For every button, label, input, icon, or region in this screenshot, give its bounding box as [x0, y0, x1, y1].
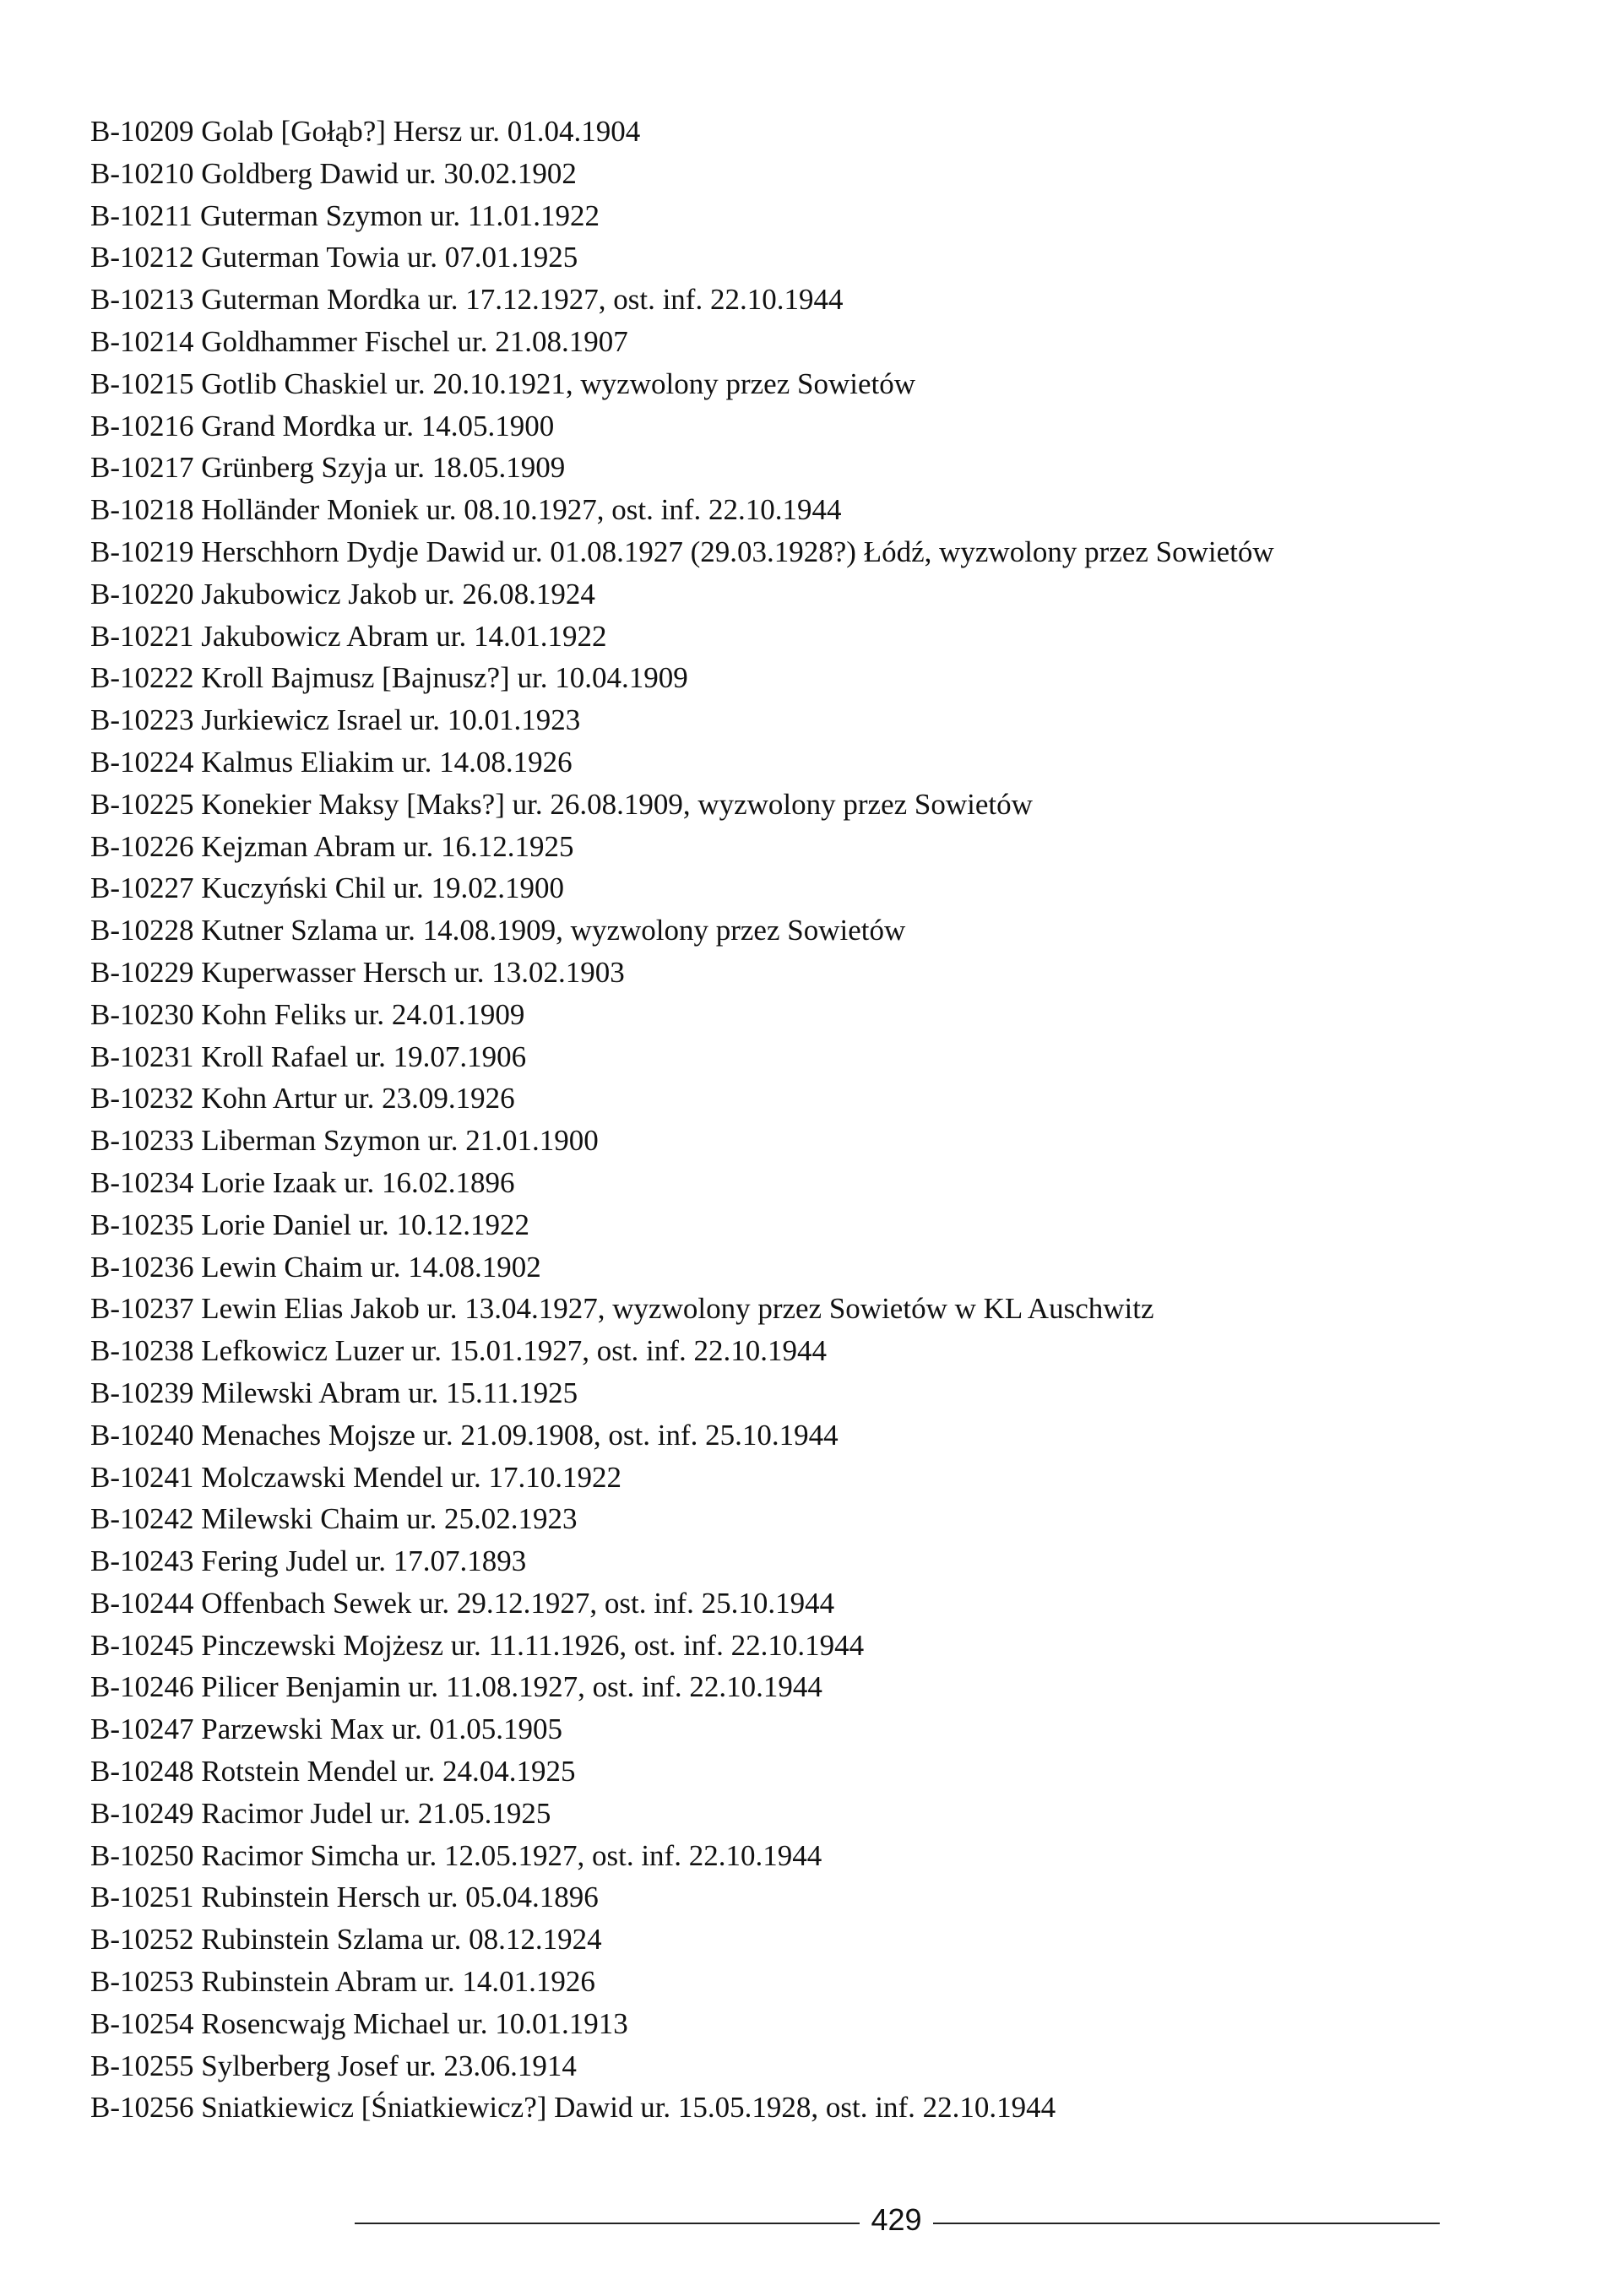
list-item: B-10230 Kohn Feliks ur. 24.01.1909 [90, 997, 525, 1031]
list-item: B-10251 Rubinstein Hersch ur. 05.04.1896 [90, 1881, 599, 1914]
list-item: B-10213 Guterman Mordka ur. 17.12.1927, ost. inf. 22.10.1944 [90, 283, 844, 317]
list-item: B-10253 Rubinstein Abram ur. 14.01.1926 [90, 1965, 595, 1999]
footer-rule-left [355, 2223, 860, 2224]
list-item: B-10224 Kalmus Eliakim ur. 14.08.1926 [90, 745, 573, 779]
list-item: B-10249 Racimor Judel ur. 21.05.1925 [90, 1796, 551, 1830]
list-item: B-10256 Sniatkiewicz [Śniatkiewicz?] Dawid ur. 15.05.1928, ost. inf. 22.10.1944 [90, 2091, 1056, 2125]
list-item: B-10244 Offenbach Sewek ur. 29.12.1927, ost. inf. 25.10.1944 [90, 1586, 835, 1620]
list-item: B-10248 Rotstein Mendel ur. 24.04.1925 [90, 1755, 576, 1788]
list-item: B-10246 Pilicer Benjamin ur. 11.08.1927, ost. inf. 22.10.1944 [90, 1670, 822, 1704]
list-item: B-10226 Kejzman Abram ur. 16.12.1925 [90, 829, 574, 863]
list-item: B-10227 Kuczyński Chil ur. 19.02.1900 [90, 871, 564, 905]
list-item: B-10233 Liberman Szymon ur. 21.01.1900 [90, 1124, 599, 1158]
list-item: B-10228 Kutner Szlama ur. 14.08.1909, wyzwolony przez Sowietów [90, 914, 906, 947]
list-item: B-10217 Grünberg Szyja ur. 18.05.1909 [90, 451, 566, 485]
list-item: B-10221 Jakubowicz Abram ur. 14.01.1922 [90, 619, 607, 653]
list-item: B-10225 Konekier Maksy [Maks?] ur. 26.08.1909, wyzwolony przez Sowietów [90, 787, 1033, 821]
list-item: B-10212 Guterman Towia ur. 07.01.1925 [90, 241, 578, 274]
list-item: B-10250 Racimor Simcha ur. 12.05.1927, ost. inf. 22.10.1944 [90, 1838, 822, 1872]
list-item: B-10231 Kroll Rafael ur. 19.07.1906 [90, 1039, 527, 1073]
list-item: B-10252 Rubinstein Szlama ur. 08.12.1924 [90, 1923, 602, 1957]
list-item: B-10238 Lefkowicz Luzer ur. 15.01.1927, ost. inf. 22.10.1944 [90, 1334, 827, 1368]
list-item: B-10210 Goldberg Dawid ur. 30.02.1902 [90, 156, 577, 190]
page-number: 429 [871, 2202, 922, 2237]
list-item: B-10236 Lewin Chaim ur. 14.08.1902 [90, 1250, 541, 1284]
list-item: B-10235 Lorie Daniel ur. 10.12.1922 [90, 1208, 530, 1241]
list-item: B-10255 Sylberberg Josef ur. 23.06.1914 [90, 2049, 577, 2082]
list-item: B-10222 Kroll Bajmusz [Bajnusz?] ur. 10.04.1909 [90, 661, 688, 695]
page-footer [355, 2199, 1440, 2241]
list-item: B-10234 Lorie Izaak ur. 16.02.1896 [90, 1165, 515, 1199]
prisoner-list [90, 111, 1543, 2129]
list-item: B-10214 Goldhammer Fischel ur. 21.08.1907 [90, 324, 628, 358]
list-item: B-10240 Menaches Mojsze ur. 21.09.1908, ost. inf. 25.10.1944 [90, 1418, 839, 1452]
list-item: B-10216 Grand Mordka ur. 14.05.1900 [90, 409, 555, 442]
list-item: B-10254 Rosencwajg Michael ur. 10.01.1913 [90, 2006, 628, 2040]
list-item: B-10229 Kuperwasser Hersch ur. 13.02.1903 [90, 955, 625, 989]
list-item: B-10243 Fering Judel ur. 17.07.1893 [90, 1544, 527, 1578]
list-item: B-10220 Jakubowicz Jakob ur. 26.08.1924 [90, 577, 595, 611]
footer-rule-right [933, 2223, 1440, 2224]
list-item: B-10209 Golab [Gołąb?] Hersz ur. 01.04.1904 [90, 115, 641, 148]
list-item: B-10232 Kohn Artur ur. 23.09.1926 [90, 1082, 515, 1115]
list-item: B-10242 Milewski Chaim ur. 25.02.1923 [90, 1502, 578, 1536]
list-item: B-10215 Gotlib Chaskiel ur. 20.10.1921, wyzwolony przez Sowietów [90, 366, 915, 400]
list-item: B-10219 Herschhorn Dydje Dawid ur. 01.08.1927 (29.03.1928?) Łódź, wyzwolony przez Sowietów [90, 535, 1274, 568]
list-item: B-10237 Lewin Elias Jakob ur. 13.04.1927, wyzwolony przez Sowietów w KL Auschwitz [90, 1292, 1154, 1326]
list-item: B-10247 Parzewski Max ur. 01.05.1905 [90, 1713, 562, 1746]
list-item: B-10218 Holländer Moniek ur. 08.10.1927, ost. inf. 22.10.1944 [90, 493, 842, 527]
list-item: B-10211 Guterman Szymon ur. 11.01.1922 [90, 198, 600, 232]
list-item: B-10223 Jurkiewicz Israel ur. 10.01.1923 [90, 703, 581, 737]
list-item: B-10245 Pinczewski Mojżesz ur. 11.11.1926, ost. inf. 22.10.1944 [90, 1628, 865, 1662]
list-item: B-10241 Molczawski Mendel ur. 17.10.1922 [90, 1460, 621, 1494]
list-item: B-10239 Milewski Abram ur. 15.11.1925 [90, 1376, 578, 1409]
